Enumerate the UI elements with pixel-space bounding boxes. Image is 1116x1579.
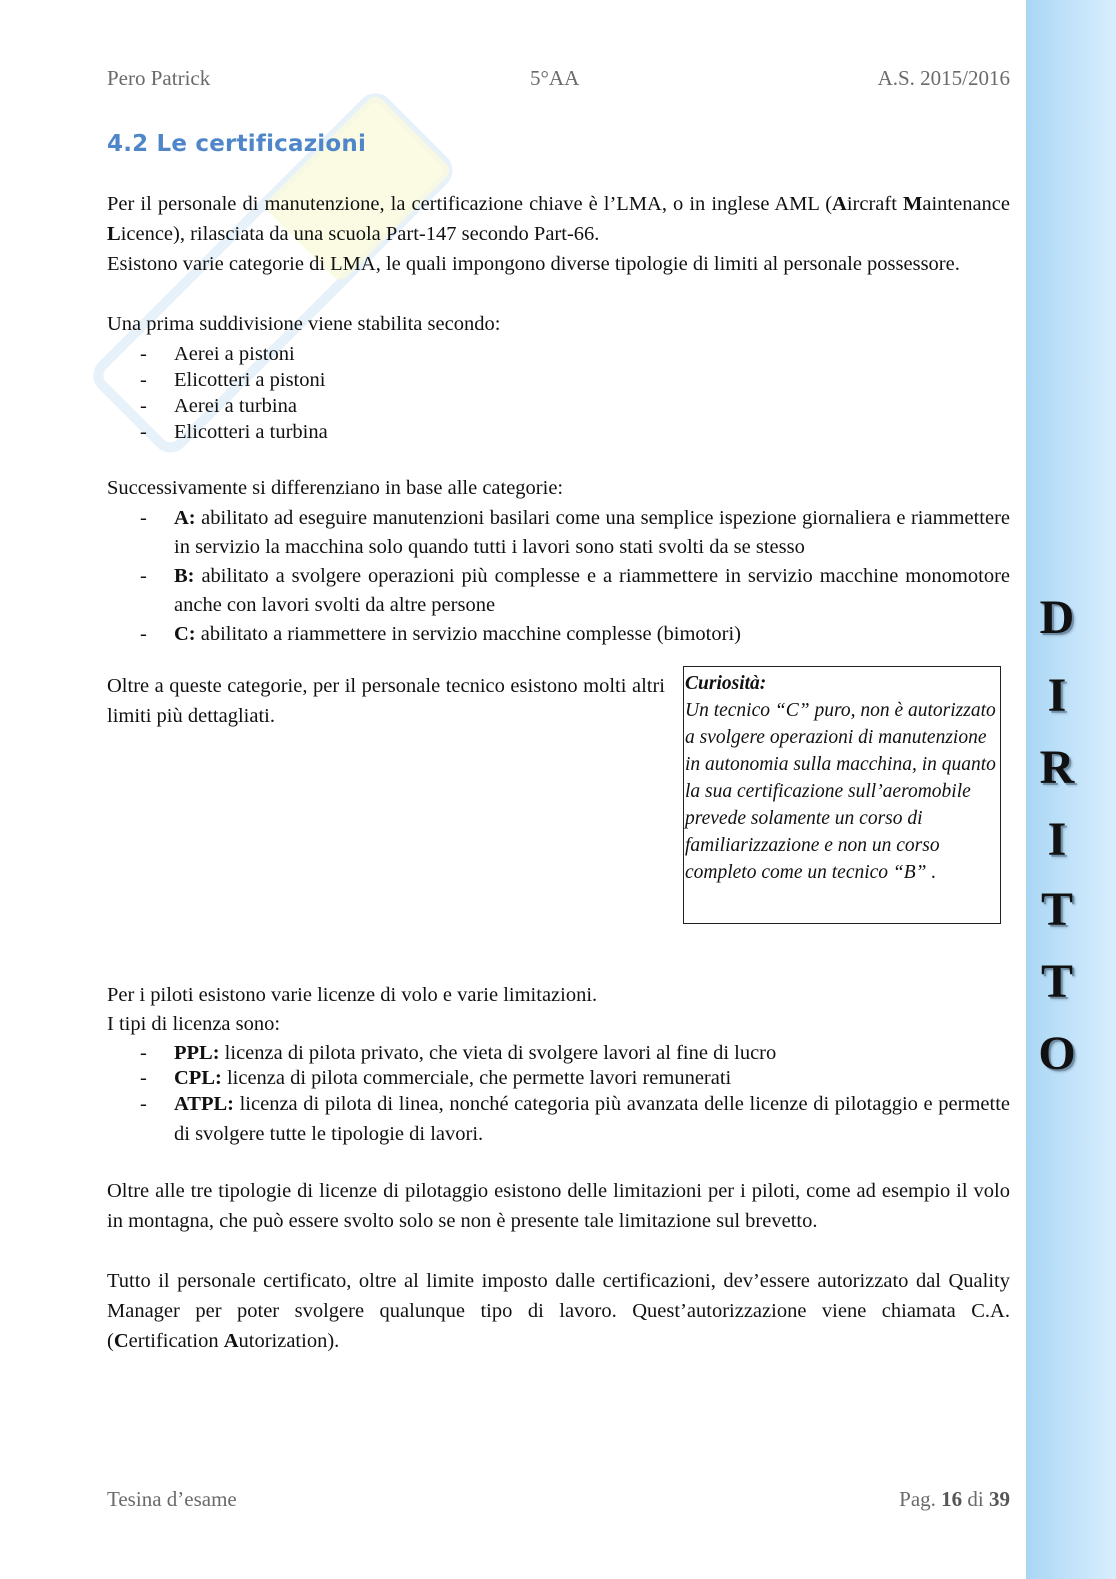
- paragraph: Oltre alle tre tipologie di licenze di pilotaggio esistono delle limitazioni per i piloti, come ad esempio il volo in montagna, che può essere svolto solo se non è presente tale limitazione sul brevetto.: [107, 1180, 1010, 1232]
- header-author: Pero Patrick: [107, 66, 211, 90]
- list-item: - Elicotteri a pistoni: [140, 369, 326, 391]
- paragraph: Per il personale di manutenzione, la certificazione chiave è l’LMA, o in inglese AML (Aircraft Maintenance Licence), rilasciata da una scuola Part-147 secondo Part-66.: [107, 193, 1010, 245]
- paragraph: Successivamente si differenziano in base alle categorie:: [107, 477, 564, 499]
- watermark-logo: [20, 40, 540, 520]
- paragraph: Per i piloti esistono varie licenze di volo e varie limitazioni.: [107, 984, 598, 1006]
- list-item: - CPL: licenza di pilota commerciale, che permette lavori remunerati: [140, 1067, 732, 1089]
- list-item: - Aerei a turbina: [140, 395, 297, 417]
- sidebar-letter: D: [1039, 591, 1075, 644]
- list-item: - B: abilitato a svolgere operazioni più complesse e a riammettere in servizio macchine monomotore anche con lavori svolti da altre persone: [140, 565, 1010, 616]
- curiosity-title: Curiosità:: [685, 673, 767, 694]
- paragraph: Una prima suddivisione viene stabilita secondo:: [107, 313, 501, 335]
- section-title: 4.2 Le certificazioni: [107, 131, 367, 157]
- curiosity-box: [683, 666, 1001, 924]
- footer-title: Tesina d’esame: [107, 1487, 237, 1511]
- list-item: - C: abilitato a riammettere in servizio macchine complesse (bimotori): [140, 623, 741, 645]
- header-year: A.S. 2015/2016: [877, 66, 1010, 90]
- sidebar-letter: I: [1047, 813, 1067, 866]
- paragraph: Tutto il personale certificato, oltre al limite imposto dalle certificazioni, dev’essere autorizzato dal Quality Manager per poter svolgere qualunque tipo di lavoro. Quest’autorizzazione viene chiamata C.A. (Certification Autorization).: [107, 1270, 1010, 1352]
- sidebar-band: [1026, 0, 1116, 1579]
- engine-type-list: [107, 341, 1010, 445]
- sidebar-letter: T: [1040, 955, 1073, 1008]
- paragraph: Esistono varie categorie di LMA, le quali impongono diverse tipologie di limiti al personale possessore.: [107, 253, 960, 275]
- list-item: - PPL: licenza di pilota privato, che vieta di svolgere lavori al fine di lucro: [140, 1042, 777, 1064]
- list-item: - Elicotteri a turbina: [140, 421, 328, 443]
- list-item: - A: abilitato ad eseguire manutenzioni basilari come una semplice ispezione giornaliera e riammettere in servizio la macchina solo quando tutti i lavori sono stati svolti da se stesso: [140, 507, 1010, 558]
- license-list: [107, 1041, 1010, 1149]
- sidebar-letter: R: [1039, 741, 1075, 794]
- curiosity-text: Un tecnico “C” puro, non è autorizzato a svolgere operazioni di manutenzione in autonomia sulla macchina, in quanto la sua certificazione sull’aeromobile prevede solamente un corso di familiarizzazione e non un corso completo come un tecnico “B” .: [685, 700, 996, 883]
- list-item: - ATPL: licenza di pilota di linea, nonché categoria più avanzata delle licenze di pilotaggio e permette di svolgere tutte le tipologie di lavori.: [140, 1093, 1010, 1145]
- page-number: Pag. 16 di 39: [899, 1487, 1010, 1511]
- category-list: [107, 504, 1010, 649]
- page-header: [107, 66, 1010, 96]
- sidebar-letter: O: [1038, 1027, 1076, 1080]
- list-item: - Aerei a pistoni: [140, 343, 295, 365]
- paragraph: I tipi di licenza sono:: [107, 1013, 281, 1035]
- sidebar-letter: I: [1047, 669, 1067, 722]
- sidebar-letter: T: [1040, 883, 1073, 936]
- page-footer: [107, 1487, 1010, 1517]
- header-class: 5°AA: [530, 66, 580, 90]
- paragraph: Oltre a queste categorie, per il personale tecnico esistono molti altri limiti più dettagliati.: [107, 675, 665, 727]
